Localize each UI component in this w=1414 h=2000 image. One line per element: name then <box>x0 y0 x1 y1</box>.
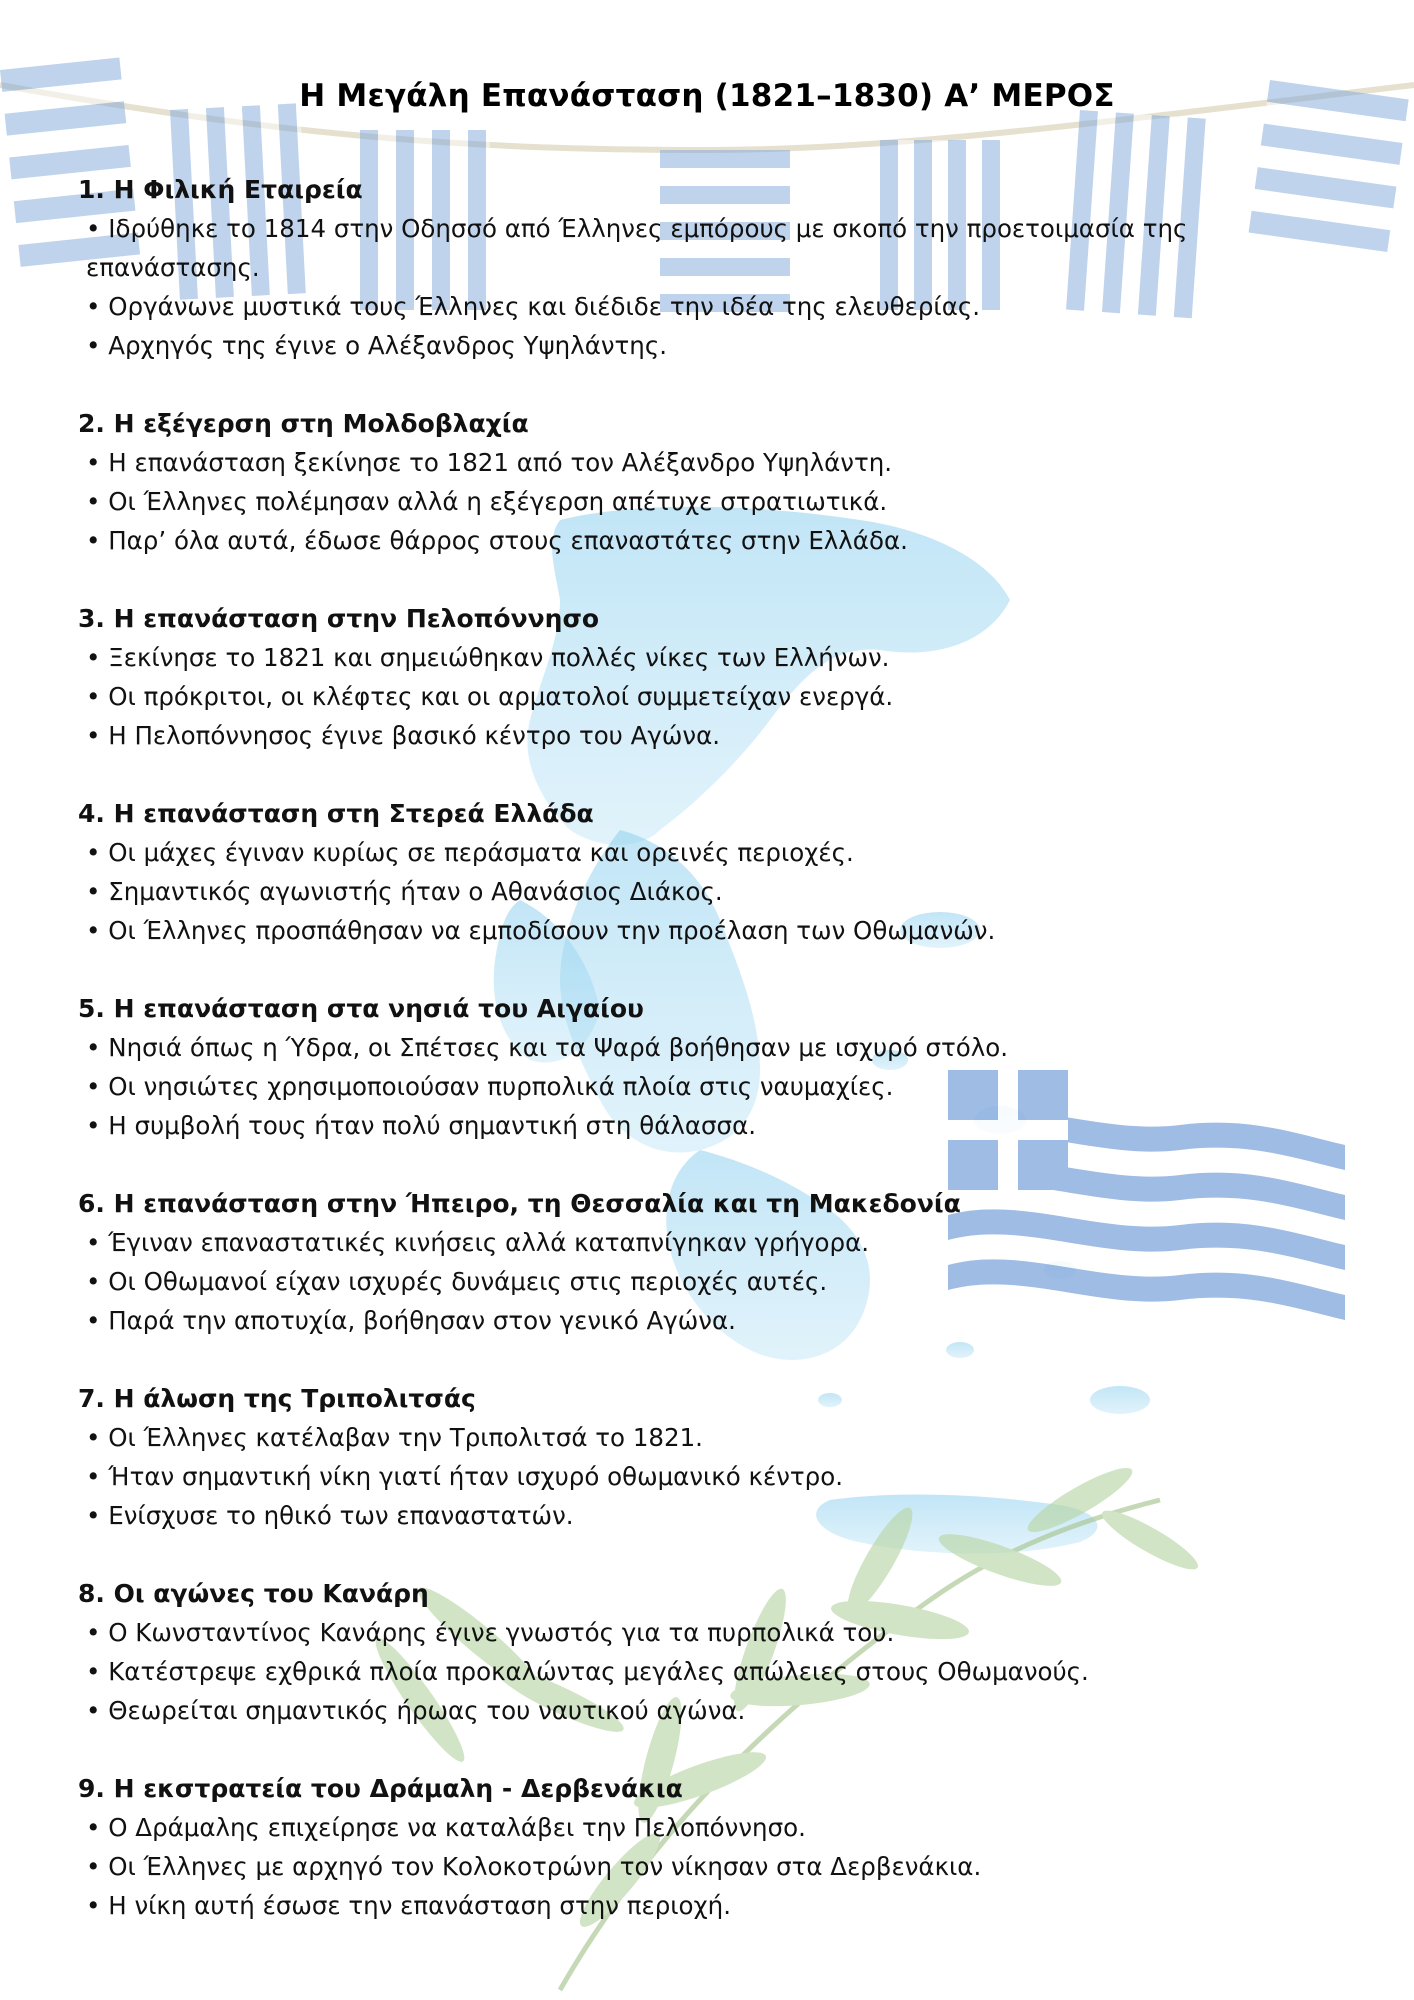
bullet-item: • Σημαντικός αγωνιστής ήταν ο Αθανάσιος Διάκος. <box>86 877 723 906</box>
bullet-item: • Οργάνωνε μυστικά τους Έλληνες και διέδιδε την ιδέα της ελευθερίας. <box>86 292 981 321</box>
section-heading: 7. Η άλωση της Τριπολιτσάς <box>78 1384 476 1413</box>
section-filiki-etaireia <box>78 170 1328 365</box>
section-heading: 5. Η επανάσταση στα νησιά του Αιγαίου <box>78 994 644 1023</box>
section-kanaris <box>78 1574 1328 1730</box>
section-heading: 4. Η επανάσταση στη Στερεά Ελλάδα <box>78 799 594 828</box>
page-title: Η Μεγάλη Επανάσταση (1821–1830) Α’ ΜΕΡΟΣ <box>299 78 1115 114</box>
bullet-item: • Οι Έλληνες κατέλαβαν την Τριπολιτσά το 1821. <box>86 1423 703 1452</box>
bullet-item: • Η νίκη αυτή έσωσε την επανάσταση στην περιοχή. <box>86 1891 731 1920</box>
bullet-item: • Έγιναν επαναστατικές κινήσεις αλλά καταπνίγηκαν γρήγορα. <box>86 1228 870 1257</box>
bullet-item: • Ο Κωνσταντίνος Κανάρης έγινε γνωστός για τα πυρπολικά του. <box>86 1618 895 1647</box>
bullet-item: • Οι Έλληνες πολέμησαν αλλά η εξέγερση απέτυχε στρατιωτικά. <box>86 487 888 516</box>
bullet-item: • Νησιά όπως η Ύδρα, οι Σπέτσες και τα Ψαρά βοήθησαν με ισχυρό στόλο. <box>86 1033 1009 1062</box>
bullet-item: • Η συμβολή τους ήταν πολύ σημαντική στη θάλασσα. <box>86 1111 757 1140</box>
section-heading: 2. Η εξέγερση στη Μολδοβλαχία <box>78 409 529 438</box>
sections-container <box>78 170 1328 1964</box>
bullet-item: • Ιδρύθηκε το 1814 στην Οδησσό από Έλληνες εμπόρους με σκοπό την προετοιμασία της επανάστασης. <box>86 214 1188 282</box>
bullet-item: • Οι μάχες έγιναν κυρίως σε περάσματα και ορεινές περιοχές. <box>86 838 854 867</box>
section-heading: 6. Η επανάσταση στην Ήπειρο, τη Θεσσαλία και τη Μακεδονία <box>78 1189 961 1218</box>
bullet-item: • Οι Έλληνες με αρχηγό τον Κολοκοτρώνη τον νίκησαν στα Δερβενάκια. <box>86 1852 982 1881</box>
section-aigaio <box>78 989 1328 1145</box>
section-ipeiros-thessalia-makedonia <box>78 1184 1328 1340</box>
bullet-item: • Οι Οθωμανοί είχαν ισχυρές δυνάμεις στις περιοχές αυτές. <box>86 1267 828 1296</box>
bullet-item: • Η Πελοπόννησος έγινε βασικό κέντρο του Αγώνα. <box>86 721 721 750</box>
bullet-item: • Παρ’ όλα αυτά, έδωσε θάρρος στους επαναστάτες στην Ελλάδα. <box>86 526 908 555</box>
section-sterea-ellada <box>78 794 1328 950</box>
section-heading: 3. Η επανάσταση στην Πελοπόννησο <box>78 604 600 633</box>
bullet-item: • Θεωρείται σημαντικός ήρωας του ναυτικού αγώνα. <box>86 1696 746 1725</box>
bullet-item: • Οι Έλληνες προσπάθησαν να εμποδίσουν την προέλαση των Οθωμανών. <box>86 916 996 945</box>
bullet-item: • Ο Δράμαλης επιχείρησε να καταλάβει την Πελοπόννησο. <box>86 1813 806 1842</box>
bullet-item: • Οι νησιώτες χρησιμοποιούσαν πυρπολικά πλοία στις ναυμαχίες. <box>86 1072 894 1101</box>
bullet-item: • Οι πρόκριτοι, οι κλέφτες και οι αρματολοί συμμετείχαν ενεργά. <box>86 682 894 711</box>
section-heading: 1. Η Φιλική Εταιρεία <box>78 175 363 204</box>
bullet-item: • Ξεκίνησε το 1821 και σημειώθηκαν πολλές νίκες των Ελλήνων. <box>86 643 890 672</box>
section-tripolitsa <box>78 1379 1328 1535</box>
bullet-item: • Ήταν σημαντική νίκη γιατί ήταν ισχυρό οθωμανικό κέντρο. <box>86 1462 843 1491</box>
section-dramalis-dervenakia <box>78 1769 1328 1925</box>
bullet-item: • Παρά την αποτυχία, βοήθησαν στον γενικό Αγώνα. <box>86 1306 736 1335</box>
section-peloponnisos <box>78 599 1328 755</box>
section-moldovlachia <box>78 404 1328 560</box>
bullet-item: • Η επανάσταση ξεκίνησε το 1821 από τον Αλέξανδρο Υψηλάντη. <box>86 448 893 477</box>
section-heading: 8. Οι αγώνες του Κανάρη <box>78 1579 429 1608</box>
bullet-item: • Αρχηγός της έγινε ο Αλέξανδρος Υψηλάντης. <box>86 331 667 360</box>
section-heading: 9. Η εκστρατεία του Δράμαλη - Δερβενάκια <box>78 1774 683 1803</box>
bullet-item: • Ενίσχυσε το ηθικό των επαναστατών. <box>86 1501 574 1530</box>
bullet-item: • Κατέστρεψε εχθρικά πλοία προκαλώντας μεγάλες απώλειες στους Οθωμανούς. <box>86 1657 1089 1686</box>
